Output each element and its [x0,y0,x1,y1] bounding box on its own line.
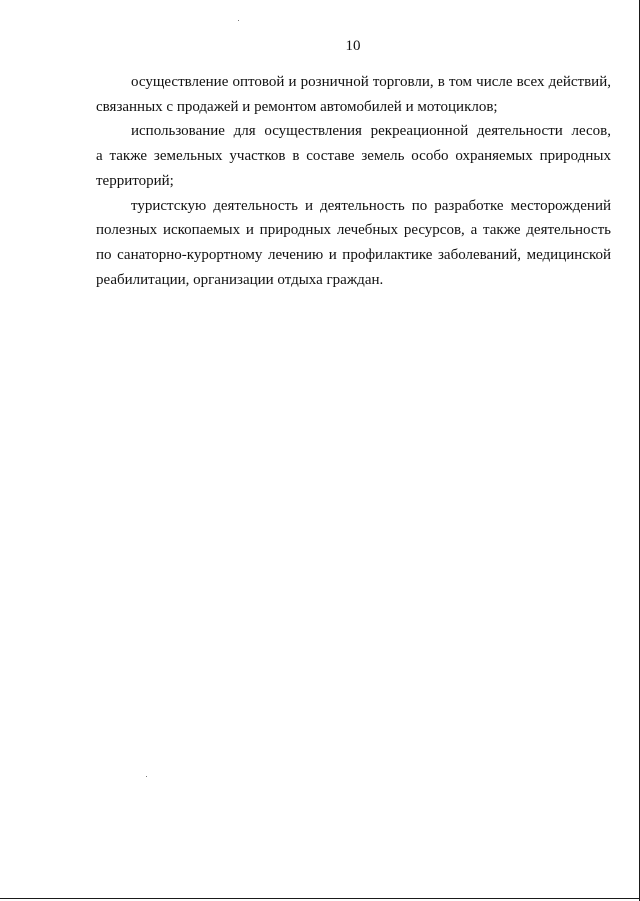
text-line: территорий; [96,172,174,189]
paragraph-trade [96,70,611,119]
page-number: 10 [345,38,361,54]
paragraph-recreation [96,119,611,193]
scan-speck [146,776,147,777]
document-body [96,70,611,292]
scan-edge-bottom [0,898,640,899]
paragraph-tourism [96,194,611,293]
text-line: связанных с продажей и ремонтом автомобилей и мотоциклов; [96,98,498,115]
text-line: а также земельных участков в составе земель особо охраняемых природных [96,148,611,165]
scan-speck [238,20,239,21]
text-line: использование для осуществления рекреационной деятельности лесов, [131,123,611,140]
text-line: осуществление оптовой и розничной торговли, в том числе всех действий, [131,74,611,90]
text-line: туристскую деятельность и деятельность по разработке месторождений [131,197,611,214]
text-line: по санаторно-курортному лечению и профилактике заболеваний, медицинской [96,246,611,263]
text-line: реабилитации, организации отдыха граждан. [96,271,384,288]
text-line: полезных ископаемых и природных лечебных ресурсов, а также деятельность [96,222,611,239]
